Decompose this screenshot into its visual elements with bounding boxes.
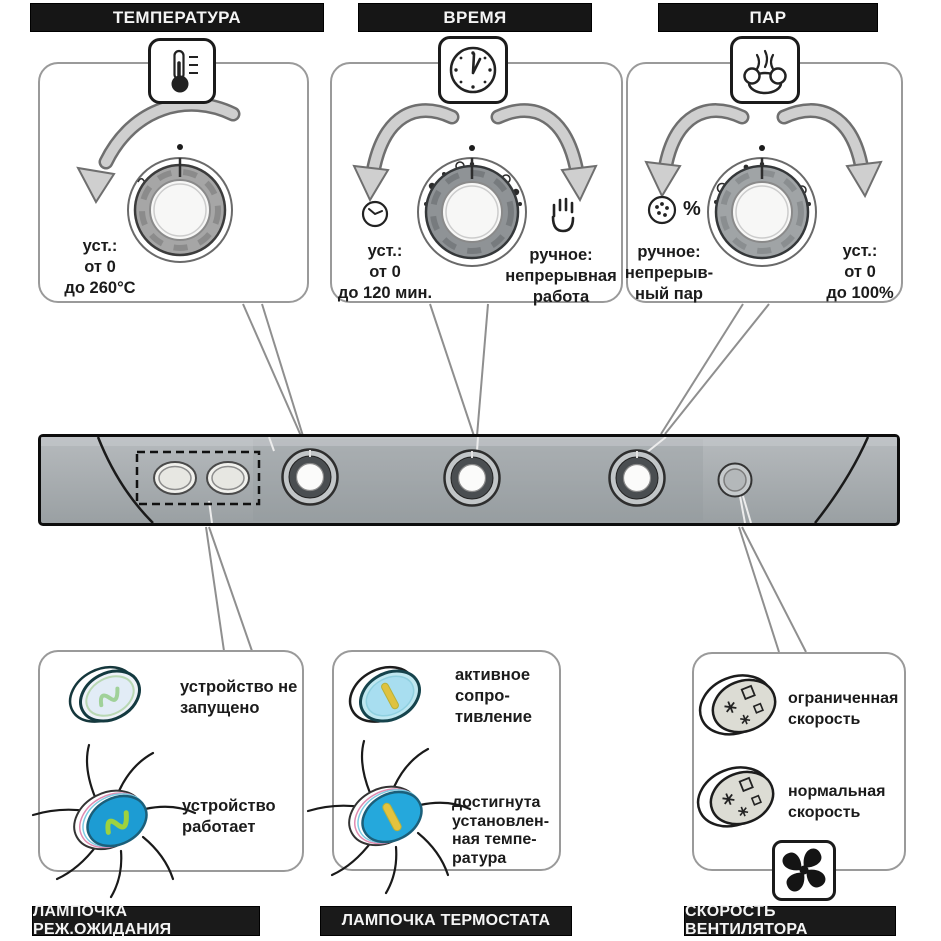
- header-time: [358, 3, 592, 32]
- time-set-text: уст.: от 0 до 120 мин.: [337, 242, 433, 302]
- fan-button-normal: [694, 760, 790, 838]
- steam-knob: [708, 145, 816, 266]
- arrowhead: [646, 162, 680, 196]
- steam-manual-text: ручное: непрерыв- ный пар: [624, 243, 714, 303]
- control-panel: [38, 434, 900, 526]
- label-thermostat-text: ЛАМПОЧКА ТЕРМОСТАТА: [341, 912, 551, 929]
- percent-sign: %: [683, 198, 701, 220]
- label-standby-lamp: [32, 903, 260, 938]
- panel-knob-temperature: [283, 450, 338, 505]
- header-temperature: [30, 3, 324, 32]
- header-temperature-label: ТЕМПЕРАТУРА: [112, 7, 242, 27]
- arrowhead: [354, 166, 388, 200]
- rotate-arrow-right: [784, 111, 861, 164]
- steam-icon: [730, 36, 800, 104]
- rotate-arrow-left: [666, 111, 742, 164]
- fan-blades-icon: [772, 840, 836, 901]
- arrowhead: [562, 166, 596, 200]
- panel-right-curve: [815, 437, 868, 523]
- arrowhead: [847, 162, 881, 196]
- thermostat-active-text: активное сопро- тивление: [455, 666, 532, 726]
- thermostat-reached-text: достигнута установлен- ная темпе- ратура: [452, 794, 550, 867]
- fan-button-limited: [696, 668, 792, 746]
- panel-knob-time: [445, 451, 500, 506]
- label-thermostat-lamp: [320, 906, 572, 936]
- temperature-range-text: уст.: от 0 до 260°C: [64, 237, 136, 297]
- label-standby-text: ЛАМПОЧКА РЕЖ.ОЖИДАНИЯ: [33, 903, 172, 938]
- standby-lamp-left: [154, 462, 196, 494]
- rotate-arrow-right: [498, 111, 576, 167]
- panel-left-curve: [98, 437, 153, 523]
- standby-off-text: устройство не запущено: [180, 678, 298, 717]
- time-manual-text: ручное: непрерывная работа: [505, 246, 617, 306]
- standby-on-text: устройство работает: [182, 797, 276, 836]
- rotate-arrow-left: [374, 111, 452, 167]
- panel-knob-steam: [610, 451, 665, 506]
- fan-speed-button-panel: [719, 464, 752, 497]
- header-steam-label: ПАР: [749, 7, 787, 27]
- header-time-label: ВРЕМЯ: [443, 7, 507, 27]
- rotate-arrow-ccw: [106, 104, 233, 162]
- thermometer-icon: [148, 38, 216, 104]
- clock-icon: [438, 36, 508, 104]
- steam-range-text: уст.: от 0 до 100%: [826, 242, 894, 302]
- water-drops-icon: [649, 197, 675, 223]
- label-fan-text: СКОРОСТЬ ВЕНТИЛЯТОРА: [685, 903, 808, 938]
- header-steam: [658, 3, 878, 32]
- fan-limited-text: ограниченная скорость: [788, 690, 899, 728]
- timer-clock-icon: [363, 202, 387, 226]
- arrowhead: [78, 168, 114, 202]
- fan-normal-text: нормальная скорость: [788, 783, 886, 821]
- standby-lamp-right: [207, 462, 249, 494]
- hand-icon: [553, 199, 573, 231]
- thermostat-lamp-active: [332, 652, 448, 744]
- standby-lamp-off: [58, 652, 168, 744]
- label-fan-speed: [684, 903, 896, 938]
